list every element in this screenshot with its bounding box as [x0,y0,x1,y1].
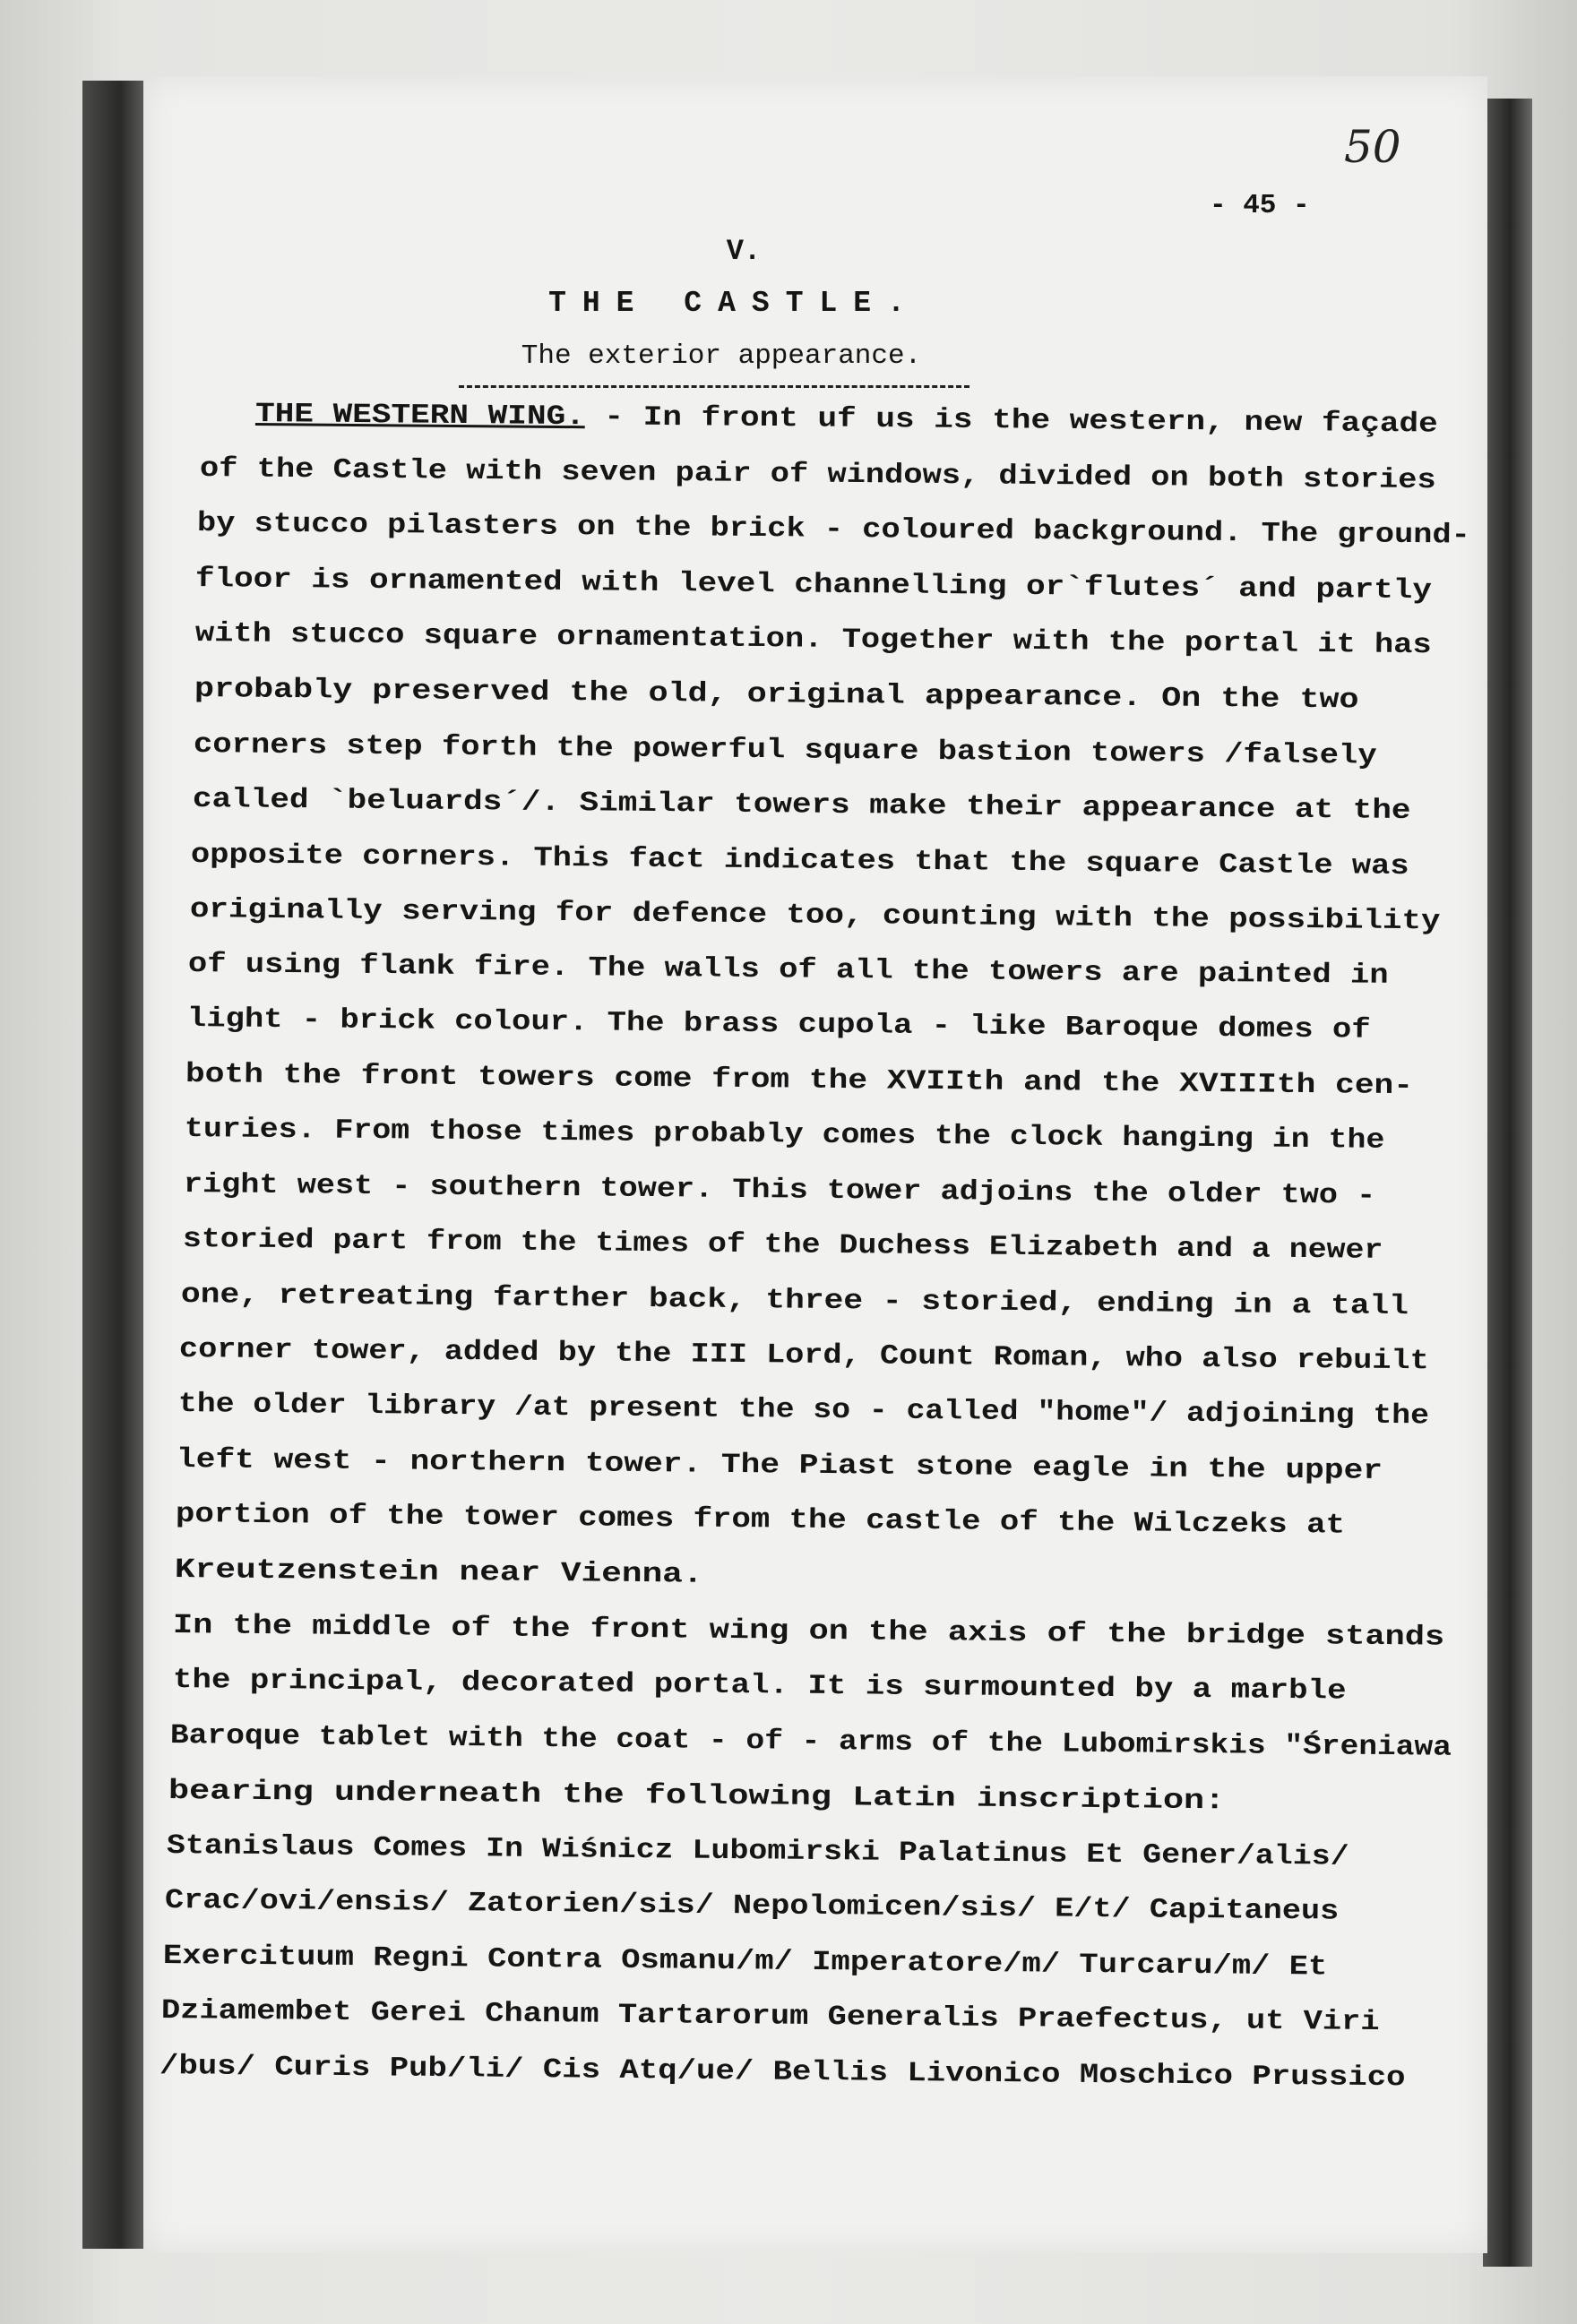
text-line: one, retreating farther back, three - storied, ending in a tall [180,1279,1409,1323]
text-line: right west - southern tower. This tower adjoins the older two - [183,1169,1376,1212]
section-subtitle: The exterior appearance. [521,340,922,372]
handwritten-folio-number: 50 [1344,121,1401,173]
text-line: with stucco square ornamentation. Together with the portal it has [194,618,1432,662]
text-line: light - brick colour. The brass cupola - like Baroque domes of [186,1003,1371,1046]
text-line: Baroque tablet with the coat - of - arms of the Lubomirskis "Śreniawa [169,1720,1452,1764]
text-line: probably preserved the old, original appearance. On the two [194,674,1359,717]
text-line: called `beluards´/. Similar towers make their appearance at the [192,784,1411,828]
text-line: left west - northern tower. The Piast stone eagle in the upper [176,1444,1383,1487]
text-line: bearing underneath the following Latin inscription: [168,1776,1226,1818]
subtitle-dashed-rule [459,385,969,388]
text-line: corners step forth the powerful square bastion towers /falsely [193,729,1377,772]
text-line: /bus/ Curis Pub/li/ Cis Atq/ue/ Bellis Livonico Moschico Prussico [159,2051,1406,2095]
text-line: storied part from the times of the Duchess Elizabeth and a newer [182,1224,1383,1267]
text-line: In the middle of the front wing on the axis of the bridge stands [172,1610,1445,1654]
text-line: Exercituum Regni Contra Osmanu/m/ Imperatore/m/ Turcaru/m/ Et [162,1941,1328,1984]
page-number: - 45 - [1210,190,1310,221]
text-line-content: - In front uf us is the western, new façade [584,401,1438,441]
chapter-title: THE CASTLE. [548,287,921,320]
text-line: the older library /at present the so - called "home"/ adjoining the [177,1389,1430,1433]
text-line: Kreutzenstein near Vienna. [174,1554,703,1591]
text-line: both the front towers come from the XVIIth and the XVIIIth cen- [185,1059,1414,1103]
chapter-numeral: V. [726,235,762,268]
text-line: of using flank fire. The walls of all the towers are painted in [187,949,1389,992]
text-line: Stanislaus Comes In Wiśnicz Lubomirski Palatinus Et Gener/alis/ [166,1830,1349,1873]
right-binding-shadow [1483,99,1532,2267]
text-line: the principal, decorated portal. It is surmounted by a marble [172,1665,1347,1708]
text-line: by stucco pilasters on the brick - coloured background. The ground- [196,508,1471,552]
text-line: of the Castle with seven pair of windows, divided on both stories [199,453,1436,497]
text-line: Dziamembet Gerei Chanum Tartarorum Generalis Praefectus, ut Viri [160,1995,1380,2039]
text-line: turies. From those times probably comes the clock hanging in the [184,1114,1385,1157]
section-heading: THE WESTERN WING. [254,399,585,434]
text-line: floor is ornamented with level channelling or`flutes´ and partly [194,564,1433,607]
text-line: opposite corners. This fact indicates that the square Castle was [190,839,1409,883]
text-line: Crac/ovi/ensis/ Zatorien/sis/ Nepolomicen/sis/ E/t/ Capitaneus [164,1885,1340,1928]
text-line: portion of the tower comes from the castle of the Wilczeks at [175,1499,1346,1542]
text-line: corner tower, added by the III Lord, Count Roman, who also rebuilt [178,1334,1429,1378]
text-line: originally serving for defence too, counting with the possibility [189,894,1441,938]
left-binding-shadow [82,81,145,2249]
